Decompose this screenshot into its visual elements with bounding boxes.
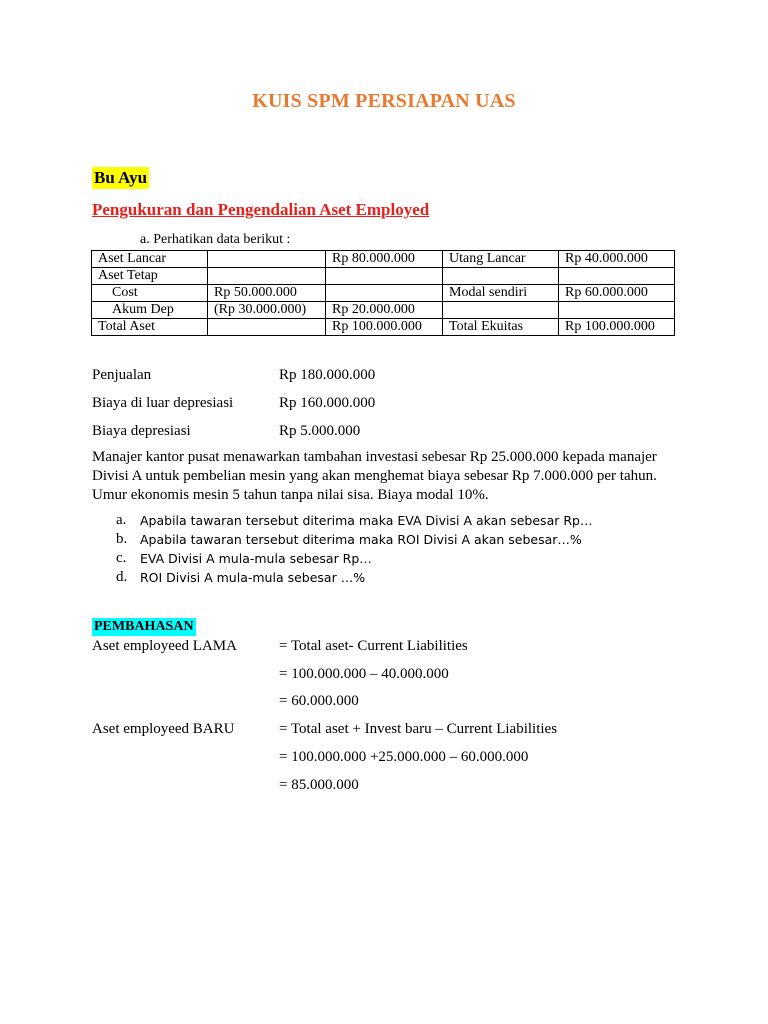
table-cell: Rp 80.000.000: [326, 251, 443, 268]
question-letter: c.: [116, 550, 127, 566]
discussion-heading: PEMBAHASAN: [94, 619, 194, 634]
table-cell: [559, 302, 675, 319]
discussion-formula: = Total aset + Invest baru – Current Liabilities: [279, 721, 558, 737]
question-text: EVA Divisi A mula-mula sebesar Rp…: [140, 551, 372, 566]
table-cell: Total Ekuitas: [443, 319, 559, 336]
figure-value-sales: Rp 180.000.000: [279, 367, 376, 383]
table-cell: Rp 60.000.000: [559, 285, 675, 302]
figure-label-sales: Penjualan: [92, 367, 152, 383]
question-text: Apabila tawaran tersebut diterima maka EVA Divisi A akan sebesar Rp…: [140, 513, 593, 528]
table-cell: Aset Tetap: [92, 268, 208, 285]
table-cell: [326, 268, 443, 285]
discussion-label-old: Aset employeed LAMA: [92, 638, 237, 654]
section-subtitle: Pengukuran dan Pengendalian Aset Employed: [92, 200, 430, 219]
figure-label-depreciation: Biaya depresiasi: [92, 423, 191, 439]
figure-label-non-depreciation-cost: Biaya di luar depresiasi: [92, 395, 234, 411]
table-cell: Aset Lancar: [92, 251, 208, 268]
table-cell: Rp 40.000.000: [559, 251, 675, 268]
table-cell: (Rp 30.000.000): [208, 302, 326, 319]
table-cell: Modal sendiri: [443, 285, 559, 302]
table-cell: Total Aset: [92, 319, 208, 336]
table-cell: [443, 302, 559, 319]
table-row: [92, 319, 675, 336]
discussion-formula: = 100.000.000 +25.000.000 – 60.000.000: [279, 749, 529, 765]
discussion-result: = 85.000.000: [279, 777, 359, 793]
table-cell: Rp 100.000.000: [559, 319, 675, 336]
table-row: [92, 268, 675, 285]
discussion-formula: = 100.000.000 – 40.000.000: [279, 666, 449, 682]
table-cell: Rp 20.000.000: [326, 302, 443, 319]
discussion-formula: = Total aset- Current Liabilities: [279, 638, 468, 654]
question-text: Apabila tawaran tersebut diterima maka ROI Divisi A akan sebesar…%: [140, 532, 582, 547]
question-letter: d.: [116, 569, 128, 585]
figure-value-depreciation: Rp 5.000.000: [279, 423, 361, 439]
table-cell: Utang Lancar: [443, 251, 559, 268]
table-cell: [559, 268, 675, 285]
question-text: ROI Divisi A mula-mula sebesar …%: [140, 570, 366, 585]
table-cell: [443, 268, 559, 285]
intro-text: a. Perhatikan data berikut :: [140, 232, 291, 247]
table-row: [92, 302, 675, 319]
figure-value-non-depreciation-cost: Rp 160.000.000: [279, 395, 376, 411]
table-cell: [326, 285, 443, 302]
table-row: [92, 251, 675, 268]
table-row: [92, 285, 675, 302]
table-cell: [208, 319, 326, 336]
author-name: Bu Ayu: [94, 168, 148, 187]
question-letter: a.: [116, 512, 127, 528]
table-cell: [208, 251, 326, 268]
table-cell: Akum Dep: [92, 302, 208, 319]
discussion-label-new: Aset employeed BARU: [92, 721, 235, 737]
document-title: KUIS SPM PERSIAPAN UAS: [252, 90, 516, 112]
table-cell: Rp 50.000.000: [208, 285, 326, 302]
table-cell: [208, 268, 326, 285]
table-cell: Cost: [92, 285, 208, 302]
discussion-result: = 60.000.000: [279, 693, 359, 709]
case-paragraph: Manajer kantor pusat menawarkan tambahan investasi sebesar Rp 25.000.000 kepada manajer Divisi A untuk pembelian mesin yang akan menghemat biaya sebesar Rp 7.000.000 per tahun. Umur ekonomis mesin 5 tahun tanpa nilai sisa. Biaya modal 10%.: [92, 449, 657, 503]
question-letter: b.: [116, 531, 128, 547]
table-cell: Rp 100.000.000: [326, 319, 443, 336]
balance-sheet-table: [91, 250, 675, 336]
